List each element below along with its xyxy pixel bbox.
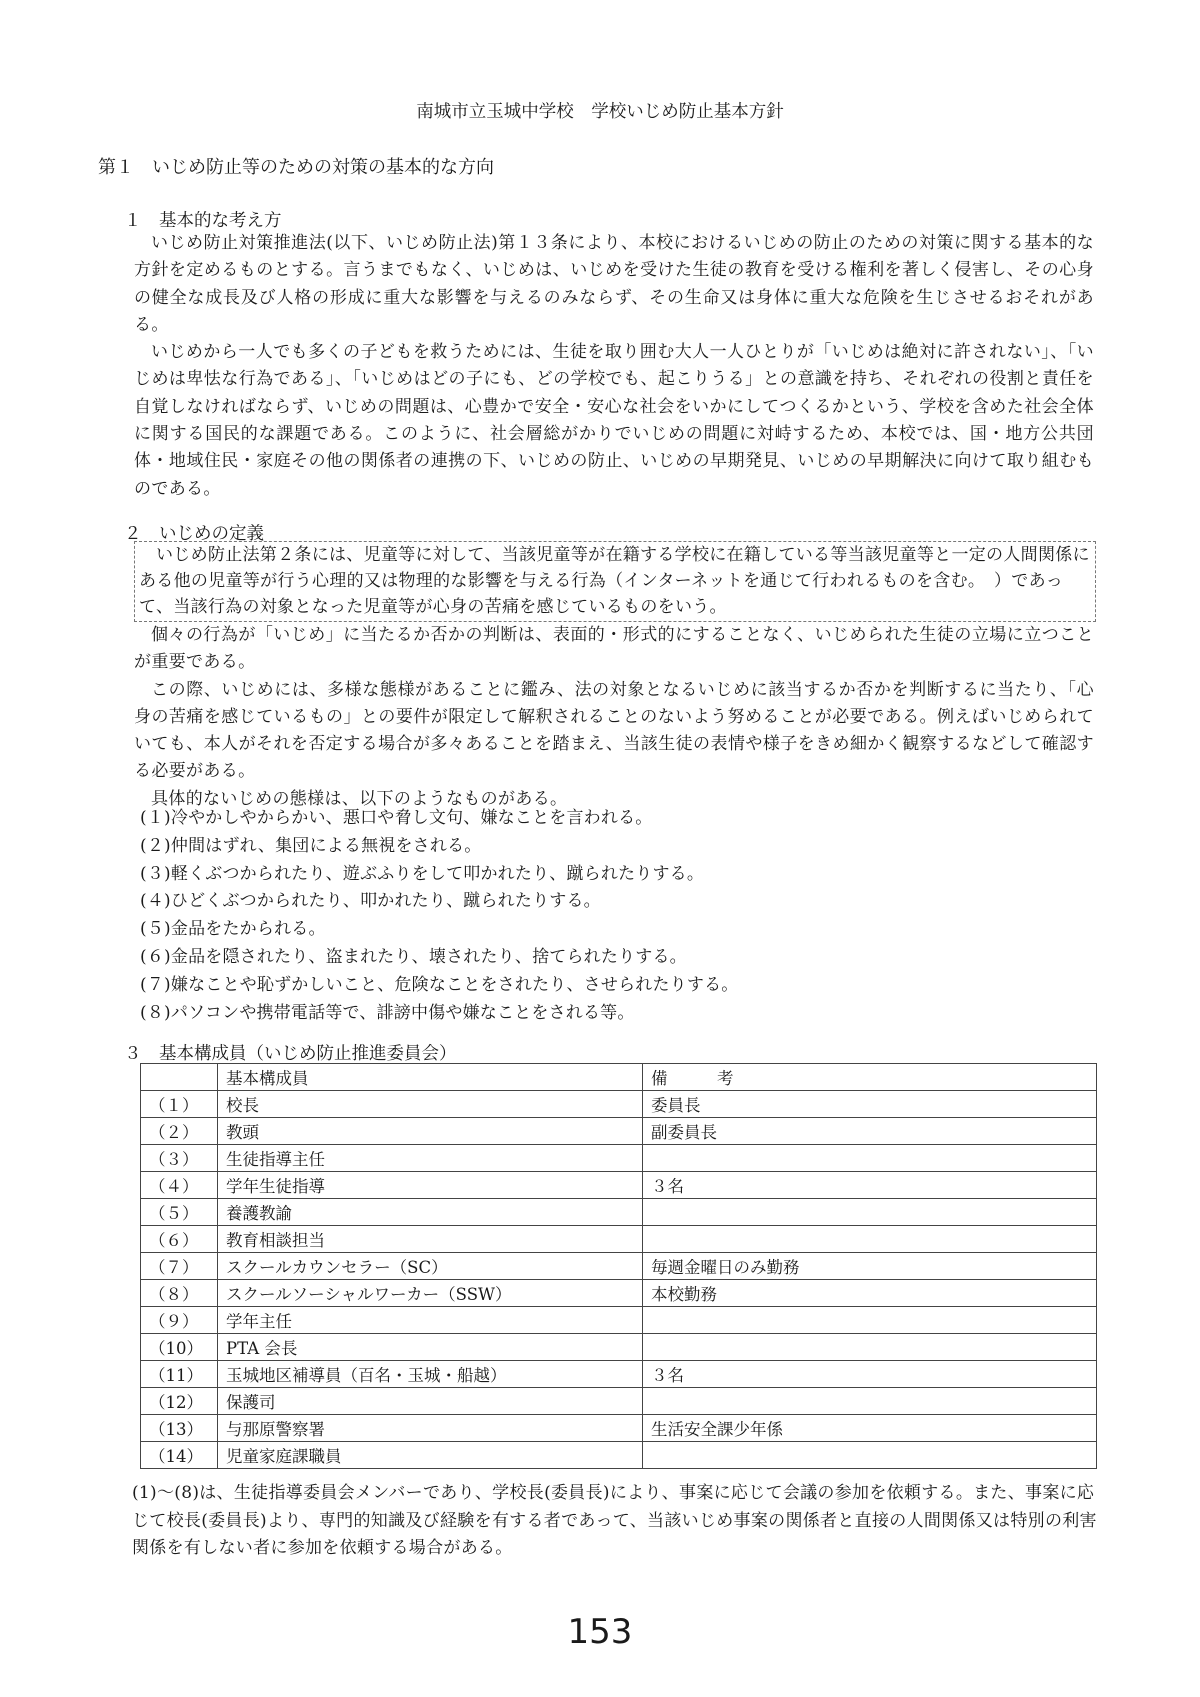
row-number: （14）	[141, 1442, 218, 1469]
member-note: 副委員長	[643, 1118, 1097, 1145]
member-name: スクールソーシャルワーカー（SSW）	[218, 1280, 643, 1307]
table-header-row	[141, 1064, 1097, 1091]
member-note: 毎週金曜日のみ勤務	[643, 1253, 1097, 1280]
row-number: （８）	[141, 1280, 218, 1307]
subsection-heading-definition: ２ いじめの定義	[124, 524, 264, 544]
member-note: 生活安全課少年係	[643, 1415, 1097, 1442]
member-name: PTA 会長	[218, 1334, 643, 1361]
members-table	[140, 1063, 1097, 1469]
member-note	[643, 1334, 1097, 1361]
definition-box	[134, 541, 1096, 622]
row-number: （10）	[141, 1334, 218, 1361]
row-number: （12）	[141, 1388, 218, 1415]
table-row	[141, 1091, 1097, 1118]
member-name: 養護教諭	[218, 1199, 643, 1226]
list-item: (６)金品を隠されたり、盗まれたり、壊されたり、捨てられたりする。	[140, 946, 687, 967]
header-cell	[141, 1064, 218, 1091]
member-name: 生徒指導主任	[218, 1145, 643, 1172]
table-row	[141, 1334, 1097, 1361]
document-title: 南城市立玉城中学校 学校いじめ防止基本方針	[416, 102, 784, 122]
definition-text: いじめ防止法第２条には、児童等に対して、当該児童等が在籍する学校に在籍している等当該児童等と一定の人間関係にある他の児童等が行う心理的又は物理的な影響を与える行為（インターネットを通じて行われるものを含む。 ）であって、当該行為の対象となった児童等が心身の苦痛を感じているものをいう。	[139, 545, 1090, 617]
table-row	[141, 1361, 1097, 1388]
section-heading: 第１ いじめ防止等のための対策の基本的な方向	[98, 157, 494, 178]
note-text: (1)～(8)は、生徒指導委員会メンバーであり、学校長(委員長)により、事案に応じて会議の参加を依頼する。また、事案に応じて校長(委員長)より、専門的知識及び経験を有する者であって、当該いじめ事案の関係者と直接の人間関係又は特別の利害関係を有しない者に参加を依頼する場合がある。	[132, 1483, 1097, 1558]
member-name: 教頭	[218, 1118, 643, 1145]
member-name: 校長	[218, 1091, 643, 1118]
list-item: (４)ひどくぶつかられたり、叩かれたり、蹴られたりする。	[140, 891, 601, 912]
member-name: スクールカウンセラー（SC）	[218, 1253, 643, 1280]
member-note	[643, 1307, 1097, 1334]
member-name: 学年主任	[218, 1307, 643, 1334]
member-note	[643, 1145, 1097, 1172]
table-row	[141, 1226, 1097, 1253]
table-row	[141, 1388, 1097, 1415]
member-name: 保護司	[218, 1388, 643, 1415]
table-row	[141, 1145, 1097, 1172]
list-item: (１)冷やかしやからかい、悪口や脅し文句、嫌なことを言われる。	[140, 808, 653, 828]
row-number: （４）	[141, 1172, 218, 1199]
bullying-types-list	[140, 805, 1100, 1027]
table-row	[141, 1118, 1097, 1145]
list-item: (７)嫌なことや恥ずかしいこと、危険なことをされたり、させられたりする。	[140, 974, 739, 995]
header-cell: 備 考	[643, 1064, 1097, 1091]
table-row	[141, 1253, 1097, 1280]
list-item: (５)金品をたかられる。	[140, 919, 326, 940]
member-note: ３名	[643, 1361, 1097, 1388]
row-number: （３）	[141, 1145, 218, 1172]
row-number: （９）	[141, 1307, 218, 1334]
member-note	[643, 1226, 1097, 1253]
list-item: (８)パソコンや携帯電話等で、誹謗中傷や嫌なことをされる等。	[140, 1002, 635, 1023]
members-note	[132, 1480, 1100, 1563]
member-name: 玉城地区補導員（百名・玉城・船越）	[218, 1361, 643, 1388]
member-name: 児童家庭課職員	[218, 1442, 643, 1469]
page-number: 153	[567, 1612, 633, 1652]
member-note	[643, 1199, 1097, 1226]
paragraph: 具体的ないじめの態様は、以下のようなものがある。	[151, 788, 568, 809]
row-number: （７）	[141, 1253, 218, 1280]
list-item: (３)軽くぶつかられたり、遊ぶふりをして叩かれたり、蹴られたりする。	[140, 863, 705, 884]
member-name: 学年生徒指導	[218, 1172, 643, 1199]
table-row	[141, 1415, 1097, 1442]
member-note: 委員長	[643, 1091, 1097, 1118]
row-number: （５）	[141, 1199, 218, 1226]
row-number: （２）	[141, 1118, 218, 1145]
table-row	[141, 1280, 1097, 1307]
paragraph: 個々の行為が「いじめ」に当たるか否かの判断は、表面的・形式的にすることなく、いじめられた生徒の立場に立つことが重要である。	[134, 625, 1094, 673]
member-name: 与那原警察署	[218, 1415, 643, 1442]
member-note	[643, 1442, 1097, 1469]
paragraph: この際、いじめには、多様な態様があることに鑑み、法の対象となるいじめに該当するか否かを判断するに当たり、「心身の苦痛を感じているもの」との要件が限定して解釈されることのないよう努めることが必要である。例えばいじめられていても、本人がそれを否定する場合が多々あることを踏まえ、当該生徒の表情や様子をきめ細かく観察するなどして確認する必要がある。	[134, 679, 1094, 782]
member-note: ３名	[643, 1172, 1097, 1199]
row-number: （13）	[141, 1415, 218, 1442]
list-item: (２)仲間はずれ、集団による無視をされる。	[140, 835, 482, 856]
table-row	[141, 1307, 1097, 1334]
member-name: 教育相談担当	[218, 1226, 643, 1253]
row-number: （11）	[141, 1361, 218, 1388]
subsection-heading-basic-approach: １ 基本的な考え方	[124, 211, 282, 231]
member-note: 本校勤務	[643, 1280, 1097, 1307]
subsection-heading-members: ３ 基本構成員（いじめ防止推進委員会）	[124, 1044, 457, 1064]
paragraph: いじめ防止対策推進法(以下、いじめ防止法)第１３条により、本校におけるいじめの防止のための対策に関する基本的な方針を定めるものとする。言うまでもなく、いじめは、いじめを受けた生徒の教育を受ける権利を著しく侵害し、その心身の健全な成長及び人格の形成に重大な影響を与えるのみならず、その生命又は身体に重大な危険を生じさせるおそれがある。	[134, 233, 1094, 335]
definition-body	[134, 622, 1094, 813]
member-note	[643, 1388, 1097, 1415]
row-number: （６）	[141, 1226, 218, 1253]
paragraph: いじめから一人でも多くの子どもを救うためには、生徒を取り囲む大人一人ひとりが「いじめは絶対に許されない」、「いじめは卑怯な行為である」、「いじめはどの子にも、どの学校でも、起こりうる」との意識を持ち、それぞれの役割と責任を自覚しなければならず、いじめの問題は、心豊かで安全・安心な社会をいかにしてつくるかという、学校を含めた社会全体に関する国民的な課題である。このように、社会層総がかりでいじめの問題に対峙するため、本校では、国・地方公共団体・地域住民・家庭その他の関係者の連携の下、いじめの防止、いじめの早期発見、いじめの早期解決に向けて取り組むものである。	[134, 342, 1094, 499]
table-row	[141, 1172, 1097, 1199]
table-row	[141, 1199, 1097, 1226]
header-cell: 基本構成員	[218, 1064, 643, 1091]
basic-approach-body	[134, 230, 1094, 503]
row-number: （１）	[141, 1091, 218, 1118]
table-row	[141, 1442, 1097, 1469]
